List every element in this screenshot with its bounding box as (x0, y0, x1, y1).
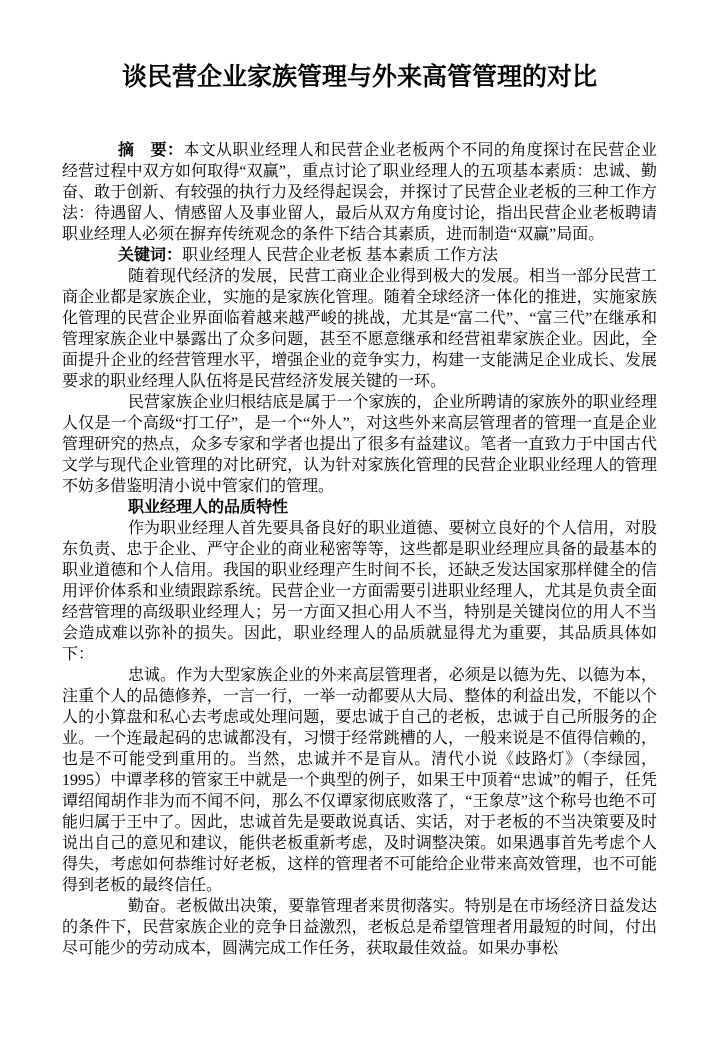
document-title: 谈民营企业家族管理与外来高管管理的对比 (121, 64, 597, 91)
intro-paragraph-2: 民营家族企业归根结底是属于一个家族的，企业所聘请的家族外的职业经理人仅是一个高级“打工仔”，是一个“外人”，对这些外来高层管理者的管理一直是企业管理研究的热点，众多专家和学者也提出了很多有益建议。笔者一直致力于中国古代文学与现代企业管理的对比研究，认为针对家族化管理的民营企业职业经理人的管理不妨多借鉴明清小说中管家们的管理。 (62, 394, 657, 495)
abstract-label: 摘 要： (118, 142, 184, 159)
section-paragraph-diligence: 勤奋。老板做出决策，要靠管理者来贯彻落实。特别是在市场经济日益发达的条件下，民营家族企业的竞争日益激烈，老板总是希望管理者用最短的时间，付出尽可能少的劳动成本，圆满完成工作任务，获取最佳效益。如果办事松 (62, 898, 657, 957)
section-paragraph-intro: 作为职业经理人首先要具备良好的职业道德、要树立良好的个人信用，对股东负责、忠于企业、严守企业的商业秘密等等，这些都是职业经理应具备的最基本的职业道德和个人信用。我国的职业经理产生时间不长，还缺乏发达国家那样健全的信用评价体系和业绩跟踪系统。民营企业一方面需要引进职业经理人，尤其是负责全面经营管理的高级职业经理人；另一方面又担心用人不当，特别是关键岗位的用人不当会造成难以弥补的损失。因此，职业经理人的品质就显得尤为重要，其品质具体如下： (62, 520, 657, 663)
abstract-text: 本文从职业经理人和民营企业老板两个不同的角度探讨在民营企业经营过程中双方如何取得“双赢”，重点讨论了职业经理人的五项基本素质：忠诚、勤奋、敢于创新、有较强的执行力及经得起误会，并探讨了民营企业老板的三种工作方法：待遇留人、情感留人及事业留人，最后从双方角度讨论，指出民营企业老板聘请职业经理人必须在摒弃传统观念的条件下结合其素质，进而制造“双赢”局面。 (62, 142, 657, 243)
section-paragraph-loyalty: 忠诚。作为大型家族企业的外来高层管理者，必须是以德为先、以德为本，注重个人的品德修养，一言一行，一举一动都要从大局、整体的利益出发，不能以个人的小算盘和私心去考虑或处理问题，要忠诚于自己的老板，忠诚于自己所服务的企业。一个连最起码的忠诚都没有，习惯于经常跳槽的人，一般来说是不值得信赖的，也是不可能受到重用的。当然，忠诚并不是盲从。清代小说《歧路灯》（李绿园，1995）中谭孝移的管家王中就是一个典型的例子，如果王中顶着“忠诚”的帽子，任凭谭绍闻胡作非为而不闻不问，那么不仅谭家彻底败落了，“王象荩”这个称号也绝不可能归属于王中了。因此，忠诚首先是要敢说真话、实话，对于老板的不当决策要及时说出自己的意见和建议，能供老板重新考虑，及时调整决策。如果遇事首先考虑个人得失，考虑如何恭维讨好老板，这样的管理者不可能给企业带来高效管理，也不可能得到老板的最终信任。 (62, 667, 657, 894)
keywords-label: 关键词： (118, 247, 183, 264)
keywords-paragraph (62, 245, 657, 266)
keywords-text: 职业经理人 民营企业老板 基本素质 工作方法 (182, 247, 499, 264)
section-heading-quality-traits: 职业经理人的品质特性 (128, 499, 289, 516)
intro-paragraph-1: 随着现代经济的发展，民营工商业企业得到极大的发展。相当一部分民营工商企业都是家族企业，实施的是家族化管理。随着全球经济一体化的推进，实施家族化管理的民营企业界面临着越来越严峻的挑战，尤其是“富二代”、“富三代”在继承和管理家族企业中暴露出了众多问题，甚至不愿意继承和经营祖辈家族企业。因此，全面提升企业的经营管理水平，增强企业的竞争实力，构建一支能满足企业成长、发展要求的职业经理人队伍将是民营经济发展关键的一环。 (62, 268, 657, 390)
abstract-paragraph (62, 140, 657, 245)
